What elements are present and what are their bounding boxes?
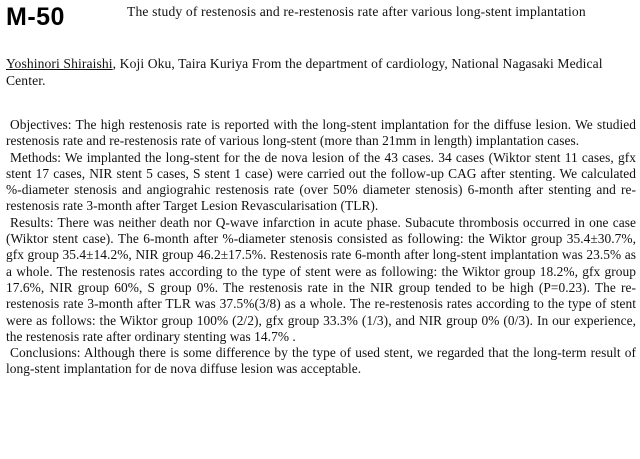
abstract-number: M-50 <box>6 3 65 31</box>
results-paragraph: Results: There was neither death nor Q-wave infarction in acute phase. Subacute thrombosis occurred in one case (Wiktor stent case). The 6-month after %-diameter stenosis consisted as following: the Wiktor group 35.4±30.7%, gfx group 35.4±14.2%, NIR group 46.2±17.5%. Restenosis rate 6-month after long-stent implantation was 23.5% as a whole. The restenosis rates according to the type of stent were as following: the Wiktor group 18.2%, gfx group 17.6%, NIR group 60%, S group 0%. The restenosis rate in the NIR group tended to be high (P=0.23). The re-restenosis rate 3-month after TLR was 37.5%(3/8) as a whole. The re-restenosis rates according to the type of stent were as follows: the Wiktor group 100% (2/2), gfx group 33.3% (1/3), and NIR group 0% (0/3). In our experience, the restenosis rate after ordinary stenting was 14.7% . <box>6 214 636 344</box>
abstract-body <box>6 117 636 378</box>
objectives-paragraph: Objectives: The high restenosis rate is reported with the long-stent implantation for the diffuse lesion. We studied restenosis rate and re-restenosis rate of various long-stent (more than 21mm in length) implantation cases. <box>6 117 636 149</box>
abstract-title: The study of restenosis and re-restenosis rate after various long-stent implantation <box>127 4 586 19</box>
first-author: Yoshinori Shiraishi <box>6 56 113 71</box>
conclusions-paragraph: Conclusions: Although there is some difference by the type of used stent, we regarded that the long-term result of long-stent implantation for de nova diffuse lesion was acceptable. <box>6 345 636 377</box>
author-affiliation-line <box>6 55 636 89</box>
coauthors-affiliation: , Koji Oku, Taira Kuriya From the department of cardiology, National Nagasaki Medical Center. <box>6 56 603 88</box>
methods-paragraph: Methods: We implanted the long-stent for the de nova lesion of the 43 cases. 34 cases (Wiktor stent 11 cases, gfx stent 17 cases, NIR stent 5 cases, S stent 1 case) were carried out the follow-up CAG after stenting. We calculated %-diameter stenosis and angiograhic restenosis rate (over 50% diameter stenosis) 6-month after stenting and re-restenosis rate 3-month after Target Lesion Revascularisation (TLR). <box>6 149 636 214</box>
abstract-header <box>6 3 634 39</box>
